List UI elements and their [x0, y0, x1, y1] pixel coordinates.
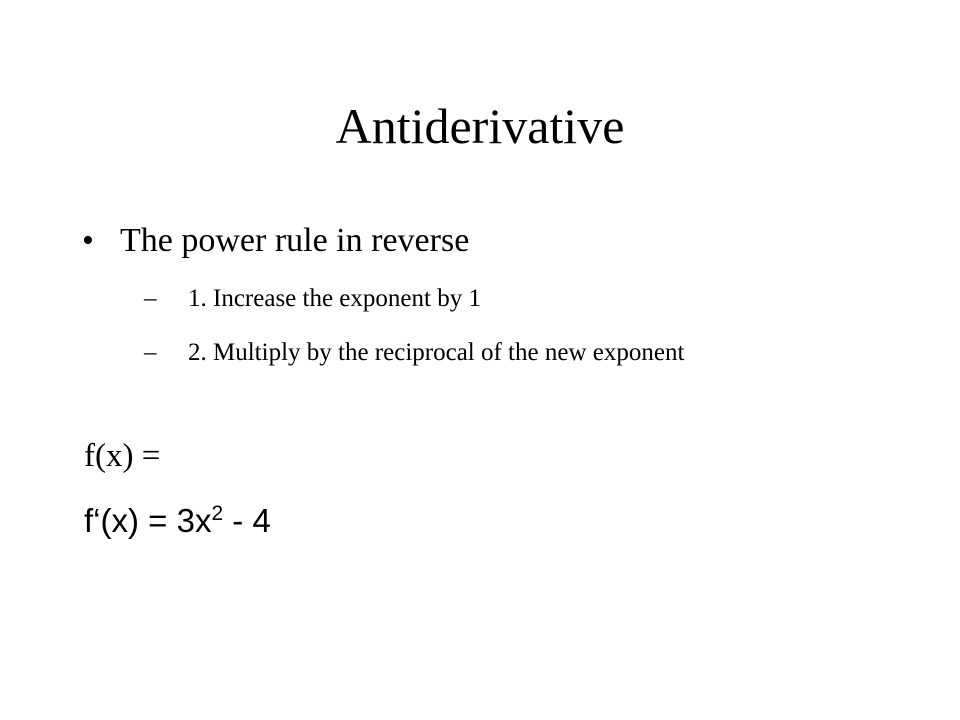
- sub-bullet-item: [144, 282, 804, 315]
- sub-bullet-marker: –: [144, 285, 157, 312]
- sub-bullet-text: 2. Multiply by the reciprocal of the new exponent: [188, 339, 685, 366]
- equation-f-prime-of-x: [84, 500, 271, 542]
- bullet-marker: •: [82, 222, 94, 259]
- slide-title: Antiderivative: [335, 98, 625, 154]
- bullet-item: [82, 220, 469, 262]
- sub-bullet-text: 1. Increase the exponent by 1: [188, 285, 481, 312]
- sub-bullet-marker: –: [144, 339, 157, 366]
- equation-prefix: f‘(x) = 3x: [84, 502, 212, 539]
- equation-exponent: 2: [211, 502, 224, 525]
- sub-bullet-item: [144, 336, 804, 369]
- bullet-text: The power rule in reverse: [120, 222, 470, 259]
- equation-f-of-x: f(x) =: [84, 438, 161, 474]
- equation-suffix: - 4: [223, 502, 271, 539]
